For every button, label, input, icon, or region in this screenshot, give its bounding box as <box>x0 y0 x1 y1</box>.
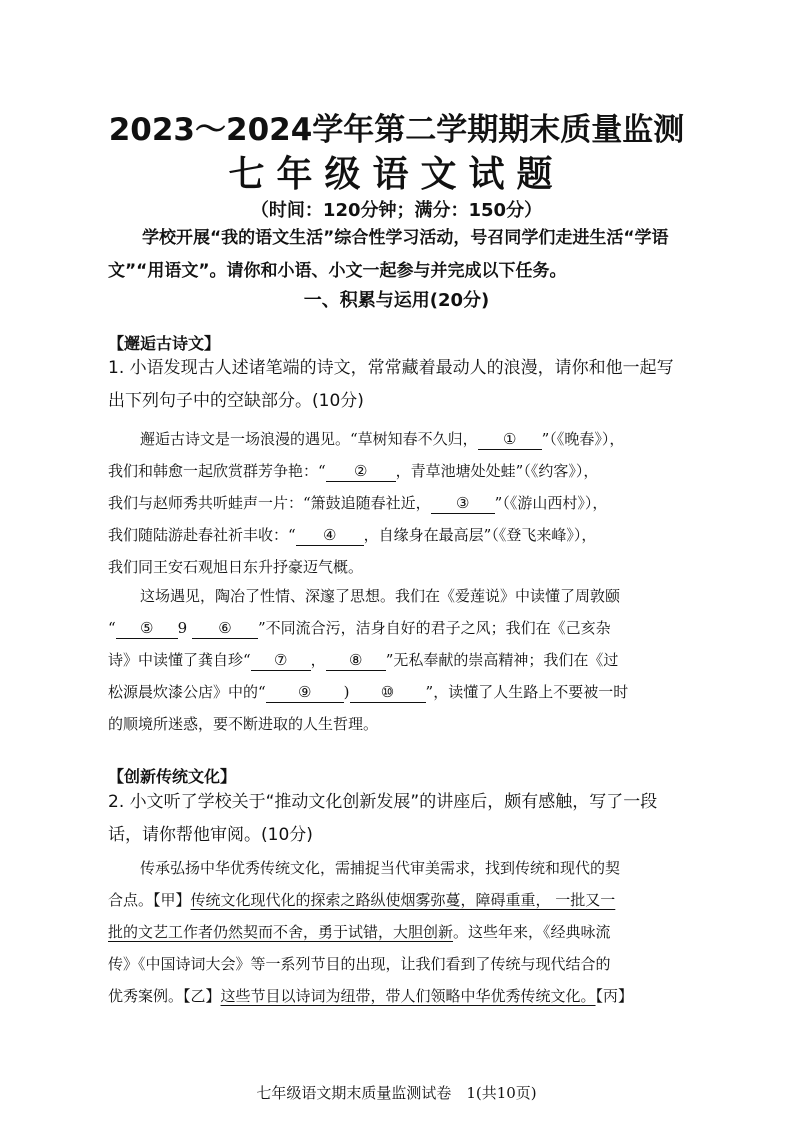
text-line <box>108 455 714 487</box>
text: 优秀案例。【乙】 <box>108 987 221 1005</box>
exam-name: 七年级语文试题 <box>228 154 565 195</box>
underlined-sentence-jia: 传统文化现代化的探索之路纵使烟雾弥蔓，障碍重重， 一批又一 <box>190 891 616 909</box>
text-line <box>108 884 714 916</box>
text: 。这些年来，《经典咏流 <box>453 923 611 941</box>
exam-meta: （时间：120分钟；满分：150分） <box>250 200 543 221</box>
text: ”（《游山西村》）， <box>494 494 608 512</box>
part-heading: 【邂逅古诗文】 <box>108 334 221 353</box>
answer-blank-6[interactable]: ⑥ <box>192 618 258 639</box>
page-footer: 七年级语文期末质量监测试卷 1(共10页) <box>256 1084 537 1102</box>
text: ”（《晚春》）， <box>541 430 625 448</box>
culture-paragraph <box>108 852 714 1012</box>
text: 诗》中读懂了龚自珍“ <box>108 651 251 669</box>
answer-blank-1[interactable]: ① <box>478 429 542 450</box>
exam-title: 2023～2024学年第二学期期末质量监测 <box>108 112 685 148</box>
poetry-paragraph-2 <box>108 580 714 740</box>
intro-line: 文”“用语文”。请你和小语、小文一起参与并完成以下任务。 <box>108 261 567 281</box>
question-line: 话，请你帮他审阅。(10分) <box>108 825 313 845</box>
question-line: 1. 小语发现古人述诸笔端的诗文，常常藏着最动人的浪漫，请你和他一起写 <box>108 358 674 378</box>
text: 松源晨炊漆公店》中的“ <box>108 683 266 701</box>
text-line <box>108 612 714 644</box>
text: ”，读懂了人生路上不要被一时 <box>425 683 629 701</box>
text: ) <box>343 683 350 701</box>
answer-blank-2[interactable]: ② <box>326 461 396 482</box>
text-line <box>108 644 714 676</box>
text: 【丙】 <box>595 987 634 1005</box>
underlined-sentence-yi: 这些节目以诗词为纽带，带人们领略中华优秀传统文化。 <box>220 987 596 1005</box>
text: 9 <box>177 619 188 637</box>
answer-blank-10[interactable]: ⑩ <box>350 682 426 703</box>
text: 我们随陆游赴春社祈丰收：“ <box>108 526 296 544</box>
question-line: 2. 小文听了学校关于“推动文化创新发展”的讲座后，颇有感触，写了一段 <box>108 792 658 812</box>
text-line: 这场遇见，陶冶了性情、深邃了思想。我们在《爱莲说》中读懂了周敦颐 <box>140 587 621 605</box>
answer-blank-5[interactable]: ⑤ <box>116 618 178 639</box>
text-line: 传承弘扬中华优秀传统文化，需捕捉当代审美需求，找到传统和现代的契 <box>140 859 621 877</box>
text: “ <box>108 619 116 637</box>
text-line <box>108 980 714 1012</box>
intro-paragraph <box>108 222 708 288</box>
text: ”不同流合污，洁身自好的君子之风；我们在《己亥杂 <box>258 619 611 637</box>
text: ， <box>310 651 326 669</box>
text: 我们与赵师秀共听蛙声一片：“箫鼓追随春社近， <box>108 494 431 512</box>
text-line <box>108 676 714 708</box>
text: ，自缘身在最高层”（《登飞来峰》）， <box>363 526 597 544</box>
text-line <box>108 423 714 455</box>
question-1 <box>108 352 708 418</box>
text-line: 的顺境所迷惑，要不断进取的人生哲理。 <box>108 715 379 733</box>
poetry-paragraph-1 <box>108 423 714 583</box>
text-line <box>108 519 714 551</box>
intro-line: 学校开展“我的语文生活”综合性学习活动，号召同学们走进生活“学语 <box>142 228 669 248</box>
underlined-sentence-jia: 批的文艺工作者仍然契而不舍，勇于试错，大胆创新 <box>108 923 454 941</box>
answer-blank-8[interactable]: ⑧ <box>326 650 386 671</box>
part-heading: 【创新传统文化】 <box>108 767 237 786</box>
text-line: 我们同王安石观旭日东升抒豪迈气概。 <box>108 558 364 576</box>
text-line: 传》《中国诗词大会》等一系列节目的出现，让我们看到了传统与现代结合的 <box>108 955 611 973</box>
question-line: 出下列句子中的空缺部分。(10分) <box>108 391 364 411</box>
text-line <box>108 916 714 948</box>
answer-blank-9[interactable]: ⑨ <box>266 682 344 703</box>
question-2 <box>108 786 708 852</box>
text: ”无私奉献的崇高精神；我们在《过 <box>385 651 619 669</box>
answer-blank-7[interactable]: ⑦ <box>251 650 311 671</box>
answer-blank-3[interactable]: ③ <box>431 493 495 514</box>
text: 合点。【甲】 <box>108 891 191 909</box>
answer-blank-4[interactable]: ④ <box>296 525 364 546</box>
section-title: 一、积累与运用(20分) <box>303 290 490 311</box>
text: 我们和韩愈一起欣赏群芳争艳：“ <box>108 462 326 480</box>
text: 邂逅古诗文是一场浪漫的遇见。“草树知春不久归， <box>140 430 478 448</box>
text-line <box>108 487 714 519</box>
text: ，青草池塘处处蛙”（《约客》）， <box>395 462 599 480</box>
